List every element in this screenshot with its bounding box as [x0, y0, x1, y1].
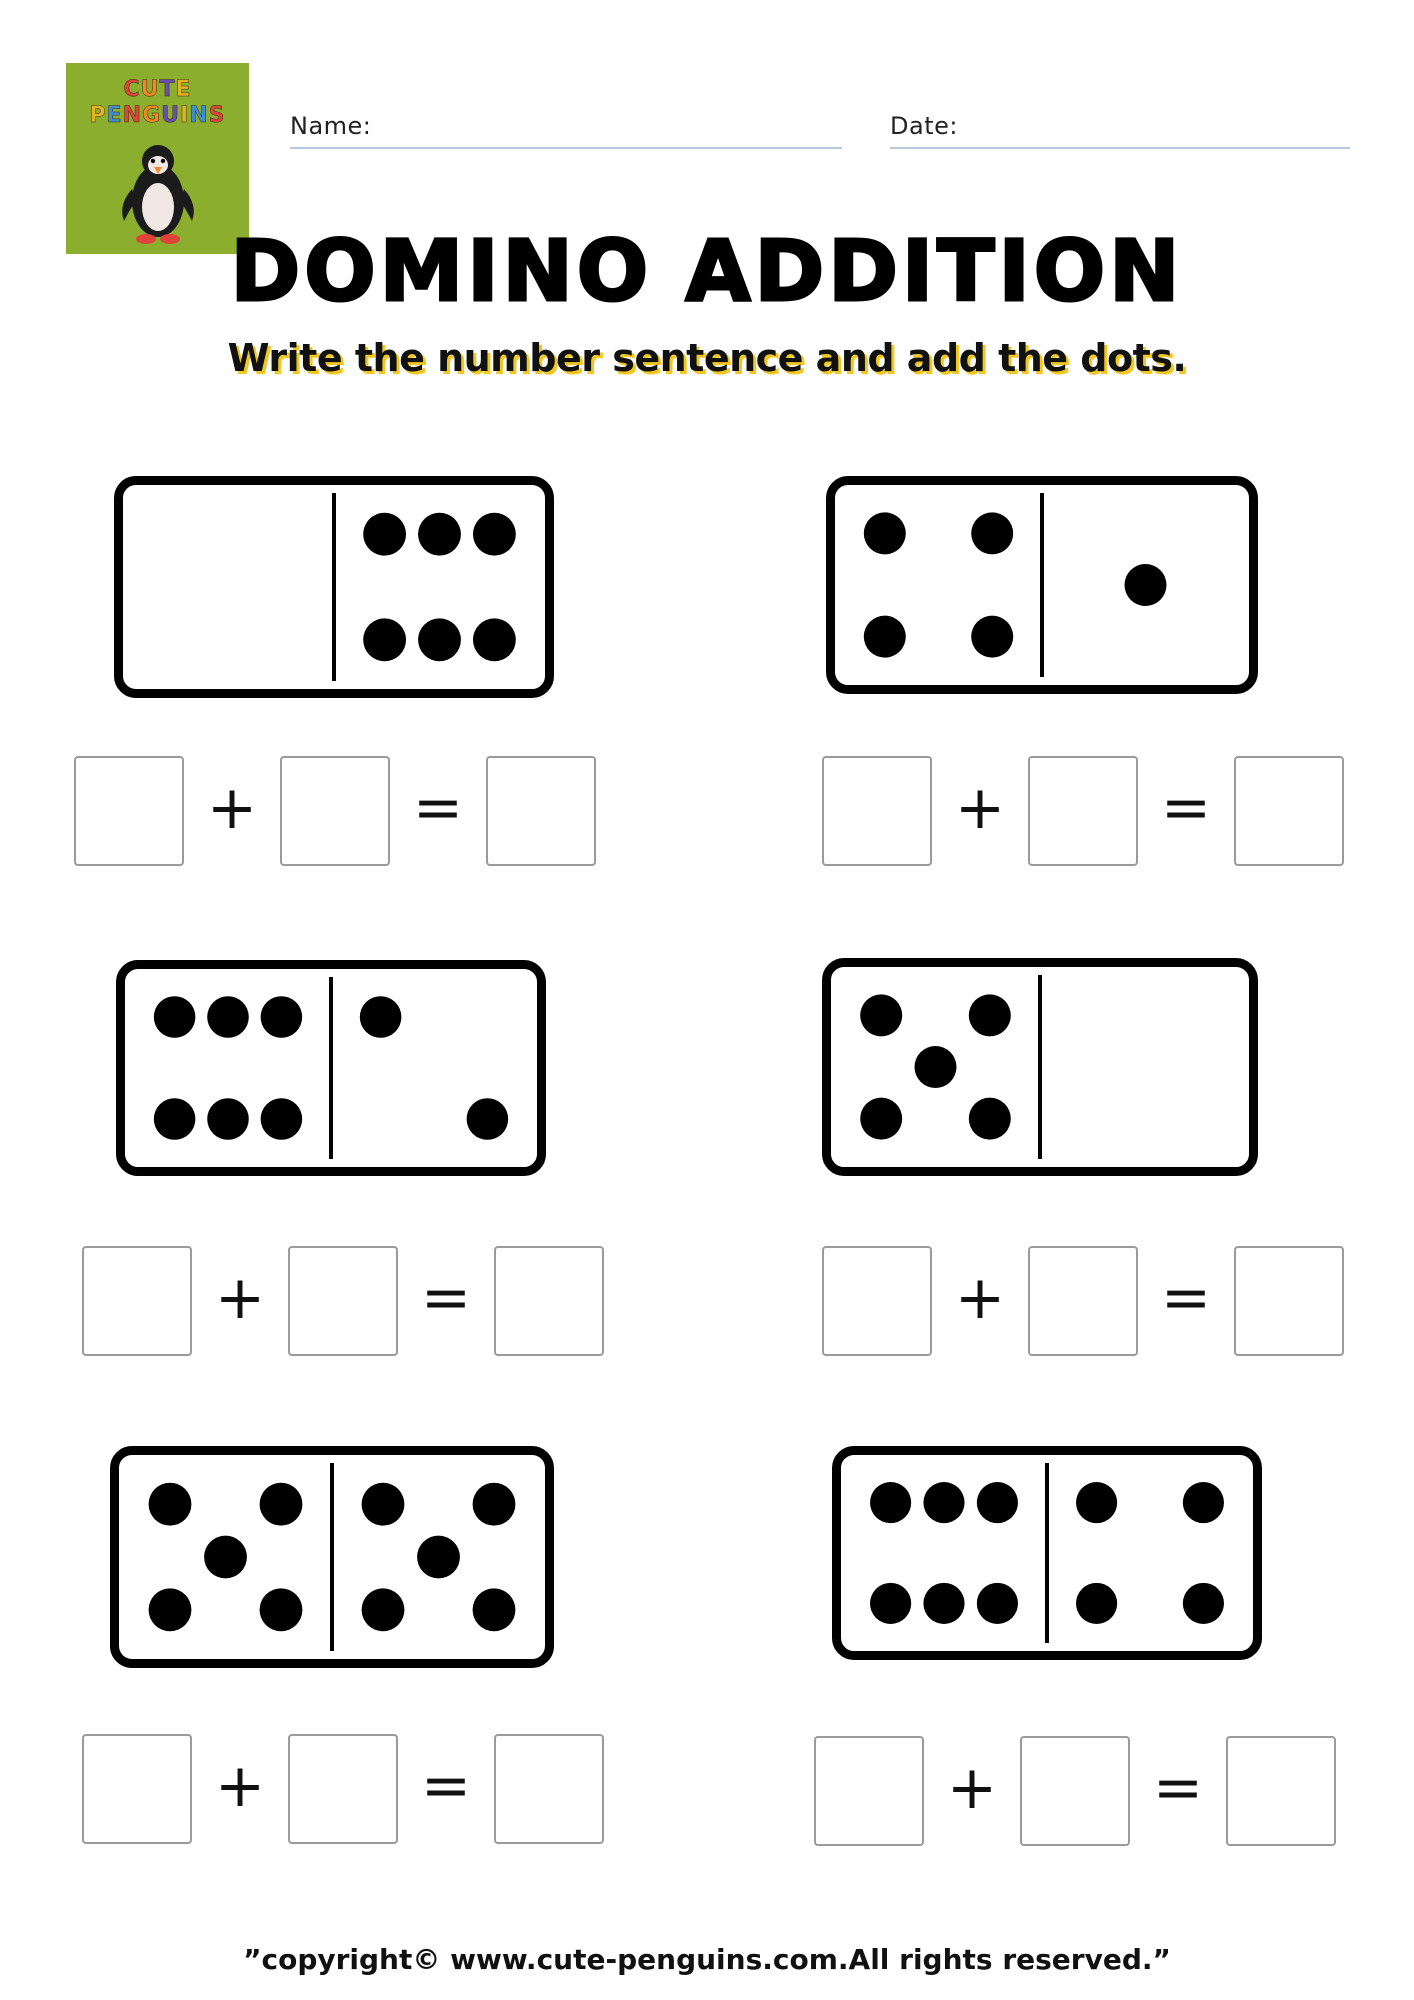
domino-2 — [826, 476, 1258, 694]
right-pip — [1183, 1583, 1224, 1624]
left-pip — [977, 1583, 1018, 1624]
domino-4 — [822, 958, 1258, 1176]
left-pip — [969, 994, 1011, 1036]
plus-sign: + — [214, 1751, 266, 1821]
addend-2-box[interactable] — [288, 1734, 398, 1844]
right-pip — [1125, 564, 1167, 606]
domino-6-face — [841, 1455, 1253, 1651]
right-pip — [473, 1588, 516, 1631]
left-pip — [207, 1098, 249, 1140]
equals-sign: = — [1160, 773, 1212, 843]
domino-3 — [116, 960, 546, 1176]
left-pip — [207, 996, 249, 1038]
sum-box[interactable] — [494, 1246, 604, 1356]
right-pip — [467, 1098, 509, 1140]
right-pip — [473, 513, 516, 556]
addend-1-box[interactable] — [74, 756, 184, 866]
plus-sign: + — [214, 1263, 266, 1333]
left-pip — [864, 616, 906, 658]
right-pip — [360, 996, 402, 1038]
domino-5-face — [119, 1455, 545, 1659]
name-label: Name: — [290, 112, 372, 140]
right-pip — [362, 1483, 405, 1526]
right-pip — [418, 618, 461, 661]
addend-2-box[interactable] — [280, 756, 390, 866]
left-pip — [204, 1536, 247, 1579]
right-pip — [363, 618, 406, 661]
right-pip — [418, 513, 461, 556]
domino-1 — [114, 476, 554, 698]
equals-sign: = — [412, 773, 464, 843]
left-pip — [915, 1046, 957, 1088]
left-pip — [261, 1098, 303, 1140]
domino-1-face — [123, 485, 545, 689]
sum-box[interactable] — [494, 1734, 604, 1844]
logo-line-2: PENGUINS — [89, 103, 226, 128]
addend-1-box[interactable] — [822, 1246, 932, 1356]
left-pip — [154, 996, 196, 1038]
domino-6 — [832, 1446, 1262, 1660]
left-pip — [260, 1588, 303, 1631]
left-pip — [864, 512, 906, 554]
logo-line-1: CUTE — [123, 77, 192, 102]
sum-box[interactable] — [486, 756, 596, 866]
sum-box[interactable] — [1234, 1246, 1344, 1356]
right-pip — [363, 513, 406, 556]
worksheet-title: DOMINO ADDITION — [230, 222, 1184, 320]
left-pip — [260, 1483, 303, 1526]
equals-sign: = — [420, 1263, 472, 1333]
right-pip — [417, 1536, 460, 1579]
plus-sign: + — [946, 1753, 998, 1823]
copyright-notice: ”copyright© www.cute-penguins.com.All rights reserved.” — [243, 1943, 1171, 1976]
plus-sign: + — [206, 773, 258, 843]
left-pip — [261, 996, 303, 1038]
addend-2-box[interactable] — [1028, 1246, 1138, 1356]
right-pip — [1183, 1482, 1224, 1523]
right-pip — [362, 1588, 405, 1631]
right-pip — [1076, 1583, 1117, 1624]
left-pip — [870, 1583, 911, 1624]
date-label: Date: — [890, 112, 958, 140]
equation-row-3 — [82, 1246, 608, 1358]
equation-row-2 — [822, 756, 1348, 868]
equals-sign: = — [420, 1751, 472, 1821]
sum-box[interactable] — [1234, 756, 1344, 866]
right-pip — [1076, 1482, 1117, 1523]
left-pip — [977, 1482, 1018, 1523]
left-pip — [154, 1098, 196, 1140]
domino-5 — [110, 1446, 554, 1668]
equation-row-5 — [82, 1734, 608, 1846]
domino-4-face — [831, 967, 1249, 1167]
plus-sign: + — [954, 1263, 1006, 1333]
date-line[interactable] — [890, 147, 1350, 149]
sum-box[interactable] — [1226, 1736, 1336, 1846]
left-pip — [971, 616, 1013, 658]
equals-sign: = — [1160, 1263, 1212, 1333]
left-pip — [860, 1098, 902, 1140]
left-pip — [149, 1588, 192, 1631]
equals-sign: = — [1152, 1753, 1204, 1823]
equation-row-4 — [822, 1246, 1348, 1358]
addend-2-box[interactable] — [288, 1246, 398, 1356]
left-pip — [860, 994, 902, 1036]
addend-2-box[interactable] — [1028, 756, 1138, 866]
addend-1-box[interactable] — [82, 1246, 192, 1356]
right-pip — [473, 1483, 516, 1526]
addend-1-box[interactable] — [82, 1734, 192, 1844]
right-pip — [473, 618, 516, 661]
equation-row-1 — [74, 756, 600, 868]
left-pip — [923, 1482, 964, 1523]
plus-sign: + — [954, 773, 1006, 843]
left-pip — [149, 1483, 192, 1526]
addend-2-box[interactable] — [1020, 1736, 1130, 1846]
addend-1-box[interactable] — [814, 1736, 924, 1846]
equation-row-6 — [814, 1736, 1340, 1848]
addend-1-box[interactable] — [822, 756, 932, 866]
left-pip — [971, 512, 1013, 554]
left-pip — [969, 1098, 1011, 1140]
left-pip — [870, 1482, 911, 1523]
domino-2-face — [835, 485, 1249, 685]
name-line[interactable] — [290, 147, 842, 149]
left-pip — [923, 1583, 964, 1624]
worksheet-instructions: Write the number sentence and add the dots. — [227, 336, 1187, 380]
domino-3-face — [125, 969, 537, 1167]
